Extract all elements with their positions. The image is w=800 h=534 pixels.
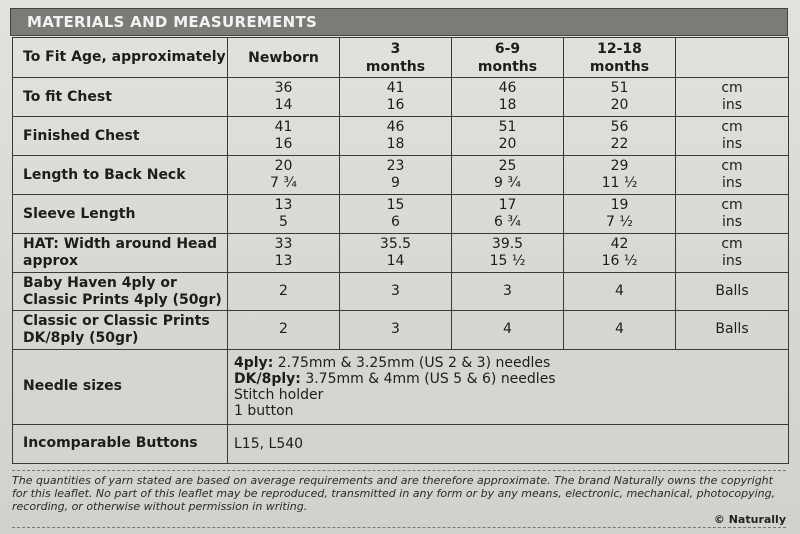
table-row: [13, 310, 789, 349]
row-label: Finished Chest: [13, 117, 228, 156]
needles-details: 4ply: 2.75mm & 3.25mm (US 2 & 3) needles DK/8ply: 3.75mm & 4mm (US 5 & 6) needles Stitch holder 1 button: [228, 349, 789, 424]
value-cell: 46 18: [340, 117, 452, 156]
value-cell: 3: [340, 310, 452, 349]
value-cell: 36 14: [228, 78, 340, 117]
yarn-label: Baby Haven 4ply or Classic Prints 4ply (50gr): [13, 273, 228, 310]
value-cell: 15 6: [340, 195, 452, 234]
value-cell: 3: [340, 273, 452, 310]
unit-cell: cm ins: [676, 117, 789, 156]
value-cell: 3: [452, 273, 564, 310]
table-row: [13, 78, 789, 117]
value-cell: 35.5 14: [340, 234, 452, 273]
table-row: [13, 273, 789, 310]
value-cell: 39.5 15 ½: [452, 234, 564, 273]
row-label: HAT: Width around Head approx: [13, 234, 228, 273]
value-cell: 20 7 ¾: [228, 156, 340, 195]
row-label: Length to Back Neck: [13, 156, 228, 195]
value-cell: 51 20: [452, 117, 564, 156]
unit-cell: cm ins: [676, 156, 789, 195]
value-cell: 23 9: [340, 156, 452, 195]
value-cell: 56 22: [564, 117, 676, 156]
unit-cell: cm ins: [676, 78, 789, 117]
buttons-label: Incomparable Buttons: [13, 424, 228, 463]
table-header-row: [13, 38, 789, 78]
row-label: To fit Chest: [13, 78, 228, 117]
value-cell: 41 16: [228, 117, 340, 156]
value-cell: 46 18: [452, 78, 564, 117]
value-cell: 2: [228, 273, 340, 310]
row-label: Sleeve Length: [13, 195, 228, 234]
value-cell: 25 9 ¾: [452, 156, 564, 195]
yarn-label: Classic or Classic Prints DK/8ply (50gr): [13, 310, 228, 349]
table-row: [13, 234, 789, 273]
table-row: [13, 424, 789, 463]
table-row: [13, 349, 789, 424]
brand-copyright: © Naturally: [713, 513, 786, 526]
value-cell: 13 5: [228, 195, 340, 234]
value-cell: 51 20: [564, 78, 676, 117]
value-cell: 4: [452, 310, 564, 349]
value-cell: 29 11 ½: [564, 156, 676, 195]
unit-cell: cm ins: [676, 234, 789, 273]
table-row: [13, 156, 789, 195]
buttons-value: L15, L540: [228, 424, 789, 463]
size-header: 3 months: [340, 38, 452, 78]
table-row: [13, 195, 789, 234]
size-header: 6-9 months: [452, 38, 564, 78]
value-cell: 4: [564, 273, 676, 310]
value-cell: 19 7 ½: [564, 195, 676, 234]
divider: [12, 527, 786, 528]
table-row: [13, 117, 789, 156]
age-label: To Fit Age, approximately: [13, 38, 228, 78]
unit-cell: Balls: [676, 310, 789, 349]
section-header: [10, 8, 788, 36]
unit-header: [676, 38, 789, 78]
value-cell: 17 6 ¾: [452, 195, 564, 234]
needles-label: Needle sizes: [13, 349, 228, 424]
size-header: Newborn: [228, 38, 340, 78]
value-cell: 2: [228, 310, 340, 349]
measurements-table: [12, 37, 789, 464]
unit-cell: cm ins: [676, 195, 789, 234]
unit-cell: Balls: [676, 273, 789, 310]
value-cell: 42 16 ½: [564, 234, 676, 273]
value-cell: 4: [564, 310, 676, 349]
size-header: 12-18 months: [564, 38, 676, 78]
section-title: MATERIALS AND MEASUREMENTS: [27, 13, 318, 31]
value-cell: 33 13: [228, 234, 340, 273]
value-cell: 41 16: [340, 78, 452, 117]
copyright-note: The quantities of yarn stated are based on average requirements and are therefore approximate. The brand Naturally owns the copyright for this leaflet. No part of this leaflet may be reproduced, transmitted in any form or by any means, electronic, mechanical, photocopying, recording, or otherwise without permission in writing.: [12, 470, 786, 513]
